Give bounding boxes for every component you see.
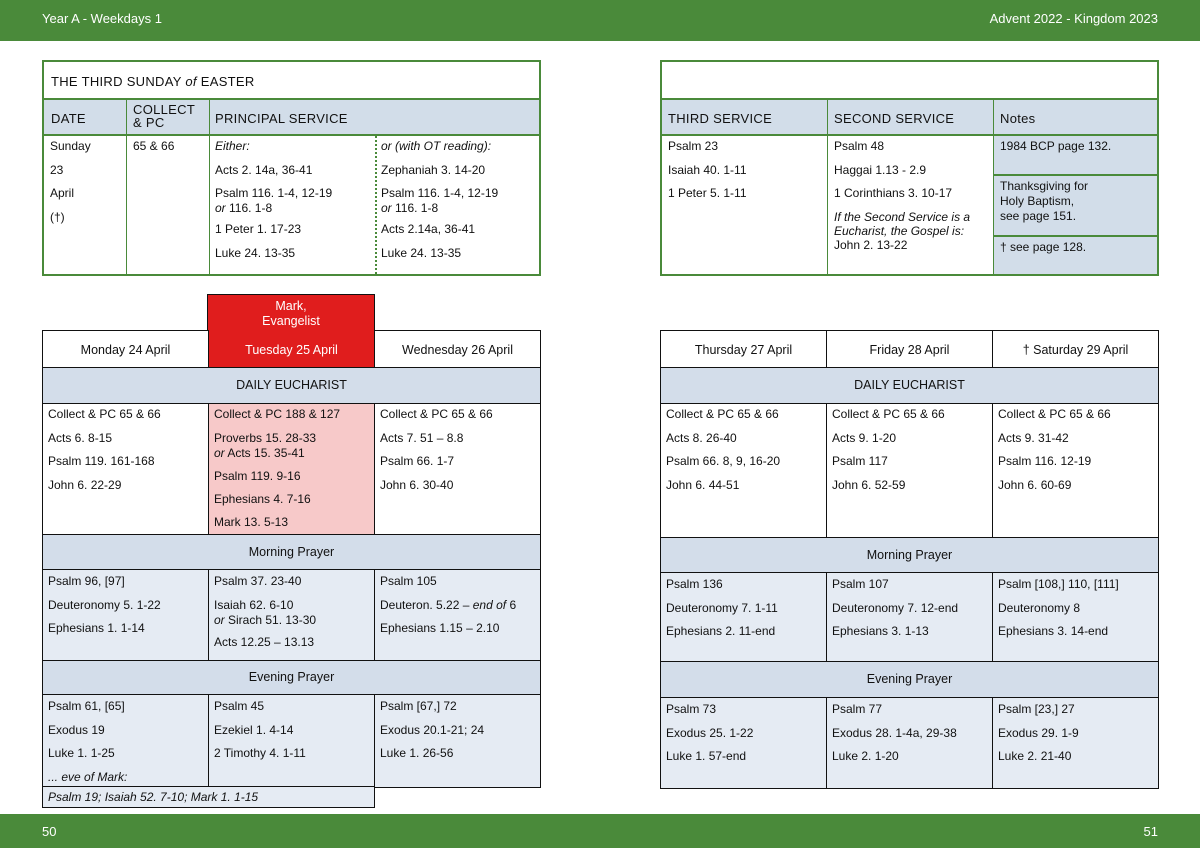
day-header-wednesday: Wednesday 26 April (402, 343, 513, 357)
top-bar (0, 0, 1200, 41)
tuesday-evening: Psalm 45 Ezekiel 1. 4-14 2 Timothy 4. 1-11 (214, 699, 306, 760)
week-table-right (660, 330, 1159, 789)
day-header-saturday: † Saturday 29 April (1022, 343, 1129, 357)
third-service-readings: Psalm 23 Isaiah 40. 1-11 1 Peter 5. 1-11 (668, 139, 747, 200)
sunday-title-row (44, 62, 539, 100)
divider (826, 404, 827, 537)
page-number-left: 50 (42, 824, 57, 839)
wednesday-morning: Psalm 105 Deuteron. 5.22 – end of 6 Ephesians 1.15 – 2.10 (380, 574, 517, 635)
divider (992, 404, 993, 537)
thursday-eucharist: Collect & PC 65 & 66 Acts 8. 26-40 Psalm 66. 8, 9, 16-20 John 6. 44-51 (666, 407, 781, 492)
wednesday-evening: Psalm [67,] 72 Exodus 20.1-21; 24 Luke 1. 26-56 (380, 699, 485, 760)
second-service-note: If the Second Service is a Eucharist, the Gospel is: (834, 209, 971, 238)
bottom-bar (0, 814, 1200, 848)
wednesday-eucharist: Collect & PC 65 & 66 Acts 7. 51 – 8.8 Psalm 66. 1-7 John 6. 30-40 (380, 407, 493, 492)
blank-title-row (662, 62, 1157, 100)
divider (374, 404, 375, 534)
notes-cell-2: Thanksgiving for Holy Baptism, see page 151. (994, 176, 1157, 237)
monday-eucharist: Collect & PC 65 & 66 Acts 6. 8-15 Psalm 119. 161-168 John 6. 22-29 (48, 407, 161, 492)
day-header-friday: Friday 28 April (869, 343, 950, 357)
divider (208, 695, 209, 787)
evening-prayer-bar: Evening Prayer (661, 661, 1158, 698)
services-header-row (662, 100, 1157, 136)
tuesday-eucharist: Collect & PC 188 & 127 Proverbs 15. 28-33 or Acts 15. 35-41 Psalm 119. 9-16 Ephesians 4. 7-16 Mark 13. 5-13 (214, 407, 341, 529)
divider (374, 695, 375, 787)
sunday-other-services-table (660, 60, 1159, 276)
third-service-header: THIRD SERVICE (668, 111, 773, 126)
week-table-left (42, 330, 541, 788)
evening-prayer-bar: Evening Prayer (43, 660, 540, 695)
divider (826, 573, 827, 661)
morning-prayer-bar: Morning Prayer (43, 534, 540, 570)
saturday-morning: Psalm [108,] 110, [111] Deuteronomy 8 Ephesians 3. 14-end (998, 577, 1119, 638)
thursday-evening: Psalm 73 Exodus 25. 1-22 Luke 1. 57-end (666, 702, 754, 763)
divider (992, 698, 993, 788)
saturday-evening: Psalm [23,] 27 Exodus 29. 1-9 Luke 2. 21-40 (998, 702, 1079, 763)
divider (208, 404, 209, 534)
header-left: Year A - Weekdays 1 (42, 11, 162, 26)
header-right: Advent 2022 - Kingdom 2023 (989, 11, 1158, 26)
or-readings: or (with OT reading): Zephaniah 3. 14-20 Psalm 116. 1-4, 12-19 or 116. 1-8 Acts 2.14a, 36-41 Luke 24. 13-35 (381, 139, 499, 260)
divider (126, 100, 127, 274)
friday-morning: Psalm 107 Deuteronomy 7. 12-end Ephesians 3. 1-13 (832, 577, 959, 638)
divider (992, 573, 993, 661)
saturday-eucharist: Collect & PC 65 & 66 Acts 9. 31-42 Psalm 116. 12-19 John 6. 60-69 (998, 407, 1111, 492)
sunday-header-row (44, 100, 539, 136)
day-header-monday: Monday 24 April (80, 343, 171, 357)
sunday-title: THE THIRD SUNDAY of EASTER (51, 74, 255, 89)
divider (827, 100, 828, 274)
sunday-principal-table (42, 60, 541, 276)
morning-prayer-bar: Morning Prayer (661, 537, 1158, 573)
divider (826, 698, 827, 788)
notes-header: Notes (1000, 111, 1036, 126)
divider (374, 570, 375, 660)
day-header-tuesday: Tuesday 25 April (245, 343, 338, 357)
monday-morning: Psalm 96, [97] Deuteronomy 5. 1-22 Ephesians 1. 1-14 (48, 574, 161, 635)
sunday-collect-cell: 65 & 66 (133, 139, 175, 153)
principal-service-header: PRINCIPAL SERVICE (215, 111, 348, 126)
eve-readings-row (42, 786, 375, 808)
friday-eucharist: Collect & PC 65 & 66 Acts 9. 1-20 Psalm 117 John 6. 52-59 (832, 407, 945, 492)
eucharist-bar: DAILY EUCHARIST (661, 367, 1158, 404)
collect-header: COLLECT & PC (133, 102, 196, 130)
friday-evening: Psalm 77 Exodus 28. 1-4a, 29-38 Luke 2. 1-20 (832, 702, 957, 763)
eucharist-bar: DAILY EUCHARIST (43, 367, 540, 404)
eve-label: ... eve of Mark: (48, 769, 128, 784)
dotted-divider (375, 136, 377, 274)
second-service-header: SECOND SERVICE (834, 111, 955, 126)
day-header-thursday: Thursday 27 April (694, 343, 793, 357)
eve-readings: Psalm 19; Isaiah 52. 7-10; Mark 1. 1-15 (48, 790, 259, 804)
feast-label: Mark, Evangelist (262, 299, 320, 328)
date-header: DATE (51, 111, 86, 126)
either-readings: Either: Acts 2. 14a, 36-41 Psalm 116. 1-4, 12-19 or 116. 1-8 1 Peter 1. 17-23 Luke 24. 13-35 (215, 139, 333, 260)
page-number-right: 51 (1143, 824, 1158, 839)
tuesday-morning: Psalm 37. 23-40 Isaiah 62. 6-10 or Sirach 51. 13-30 Acts 12.25 – 13.13 (214, 574, 317, 649)
monday-evening: Psalm 61, [65] Exodus 19 Luke 1. 1-25 ... eve of Mark: (48, 699, 128, 784)
notes-cell-1: 1984 BCP page 132. (994, 136, 1157, 176)
second-service-readings: Psalm 48 Haggai 1.13 - 2.9 1 Corinthians 3. 10-17 If the Second Service is a Eucharist, the Gospel is: John 2. 13-22 (834, 139, 990, 253)
thursday-morning: Psalm 136 Deuteronomy 7. 1-11 Ephesians 2. 11-end (666, 577, 778, 638)
divider (209, 100, 210, 274)
notes-cell-3: † see page 128. (994, 237, 1157, 274)
sunday-date-cell: Sunday 23 April (†) (50, 139, 91, 224)
divider (208, 570, 209, 660)
